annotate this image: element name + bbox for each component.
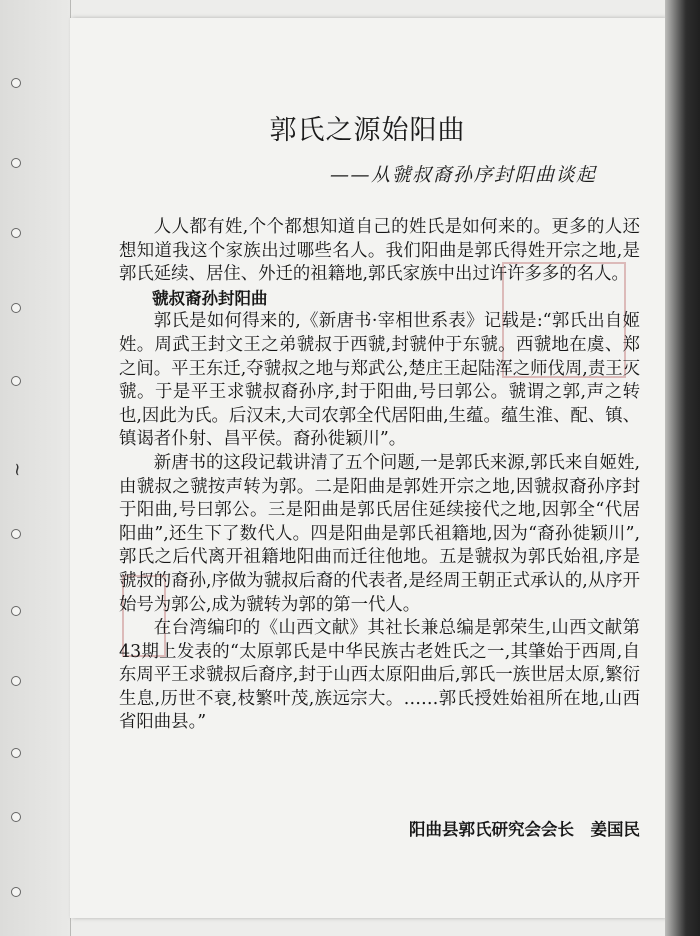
punch-hole xyxy=(11,812,21,822)
punch-hole xyxy=(11,228,21,238)
paragraph: 郭氏是如何得来的,《新唐书·宰相世系表》记载是:“郭氏出自姬姓。周武王封文王之弟虢叔于西虢,封虢仲于东虢。西虢地在虞、郑之间。平王东迁,夺虢叔之地与郑武公,楚庄王起陆浑之师伐周,责王灭虢。于是平王求虢叔裔孙序,封于阳曲,号曰郭公。虢谓之郭,声之转也,因此为氏。后汉末,大司农郭全代居阳曲,生蕴。蕴生淮、配、镇、镇谒者仆射、昌平侯。裔孙徙颖川”。 xyxy=(119,311,640,450)
page-subtitle: ——从虢叔裔孙序封阳曲谈起 xyxy=(330,164,597,186)
punch-hole xyxy=(11,887,21,897)
punch-hole xyxy=(11,78,21,88)
author-signature: 阳曲县郭氏研究会会长 姜国民 xyxy=(409,820,640,839)
punch-hole xyxy=(11,748,21,758)
paragraph: 人人都有姓,个个都想知道自己的姓氏是如何来的。更多的人还想知道我这个家族出过哪些名人。我们阳曲是郭氏得姓开宗之地,是郭氏延续、居住、外迁的祖籍地,郭氏家族中出过许许多多的名人。 xyxy=(119,217,640,285)
punch-hole xyxy=(11,158,21,168)
section-heading: 虢叔裔孙封阳曲 xyxy=(152,288,268,308)
punch-hole xyxy=(11,676,21,686)
paragraph: 在台湾编印的《山西文献》其社长兼总编是郭荣生,山西文献第43期上发表的“太原郭氏是中华民族古老姓氏之一,其肇始于西周,自东周平王求虢叔后裔序,封于山西太原阳曲后,郭氏一族世居太原,繁衍生息,历世不衰,枝繁叶茂,族远宗大。……郭氏授姓始祖所在地,山西省阳曲县。” xyxy=(119,618,640,733)
paragraph: 新唐书的这段记载讲清了五个问题,一是郭氏来源,郭氏来自姬姓,由虢叔之虢按声转为郭。二是阳曲是郭姓开宗之地,因虢叔裔孙序封于阳曲,号曰郭公。三是阳曲是郭氏居住延续接代之地,因郭全“代居阳曲”,还生下了数代人。四是阳曲是郭氏祖籍地,因为“裔孙徙颖川”,郭氏之后代离开祖籍地阳曲而迁往他地。五是虢叔为郭氏始祖,序是虢叔的裔孙,序做为虢叔后裔的代表者,是经周王朝正式承认的,从序开始号为郭公,成为虢转为郭的第一代人。 xyxy=(119,452,640,615)
binding-margin xyxy=(0,0,71,936)
page-title: 郭氏之源始阳曲 xyxy=(269,115,466,146)
punch-hole xyxy=(11,376,21,386)
article-body xyxy=(119,216,640,735)
punch-hole xyxy=(11,529,21,539)
punch-hole xyxy=(11,303,21,313)
scanner-edge-shadow xyxy=(665,0,700,936)
punch-hole xyxy=(11,606,21,616)
margin-handwriting-mark: ~ xyxy=(7,462,28,478)
